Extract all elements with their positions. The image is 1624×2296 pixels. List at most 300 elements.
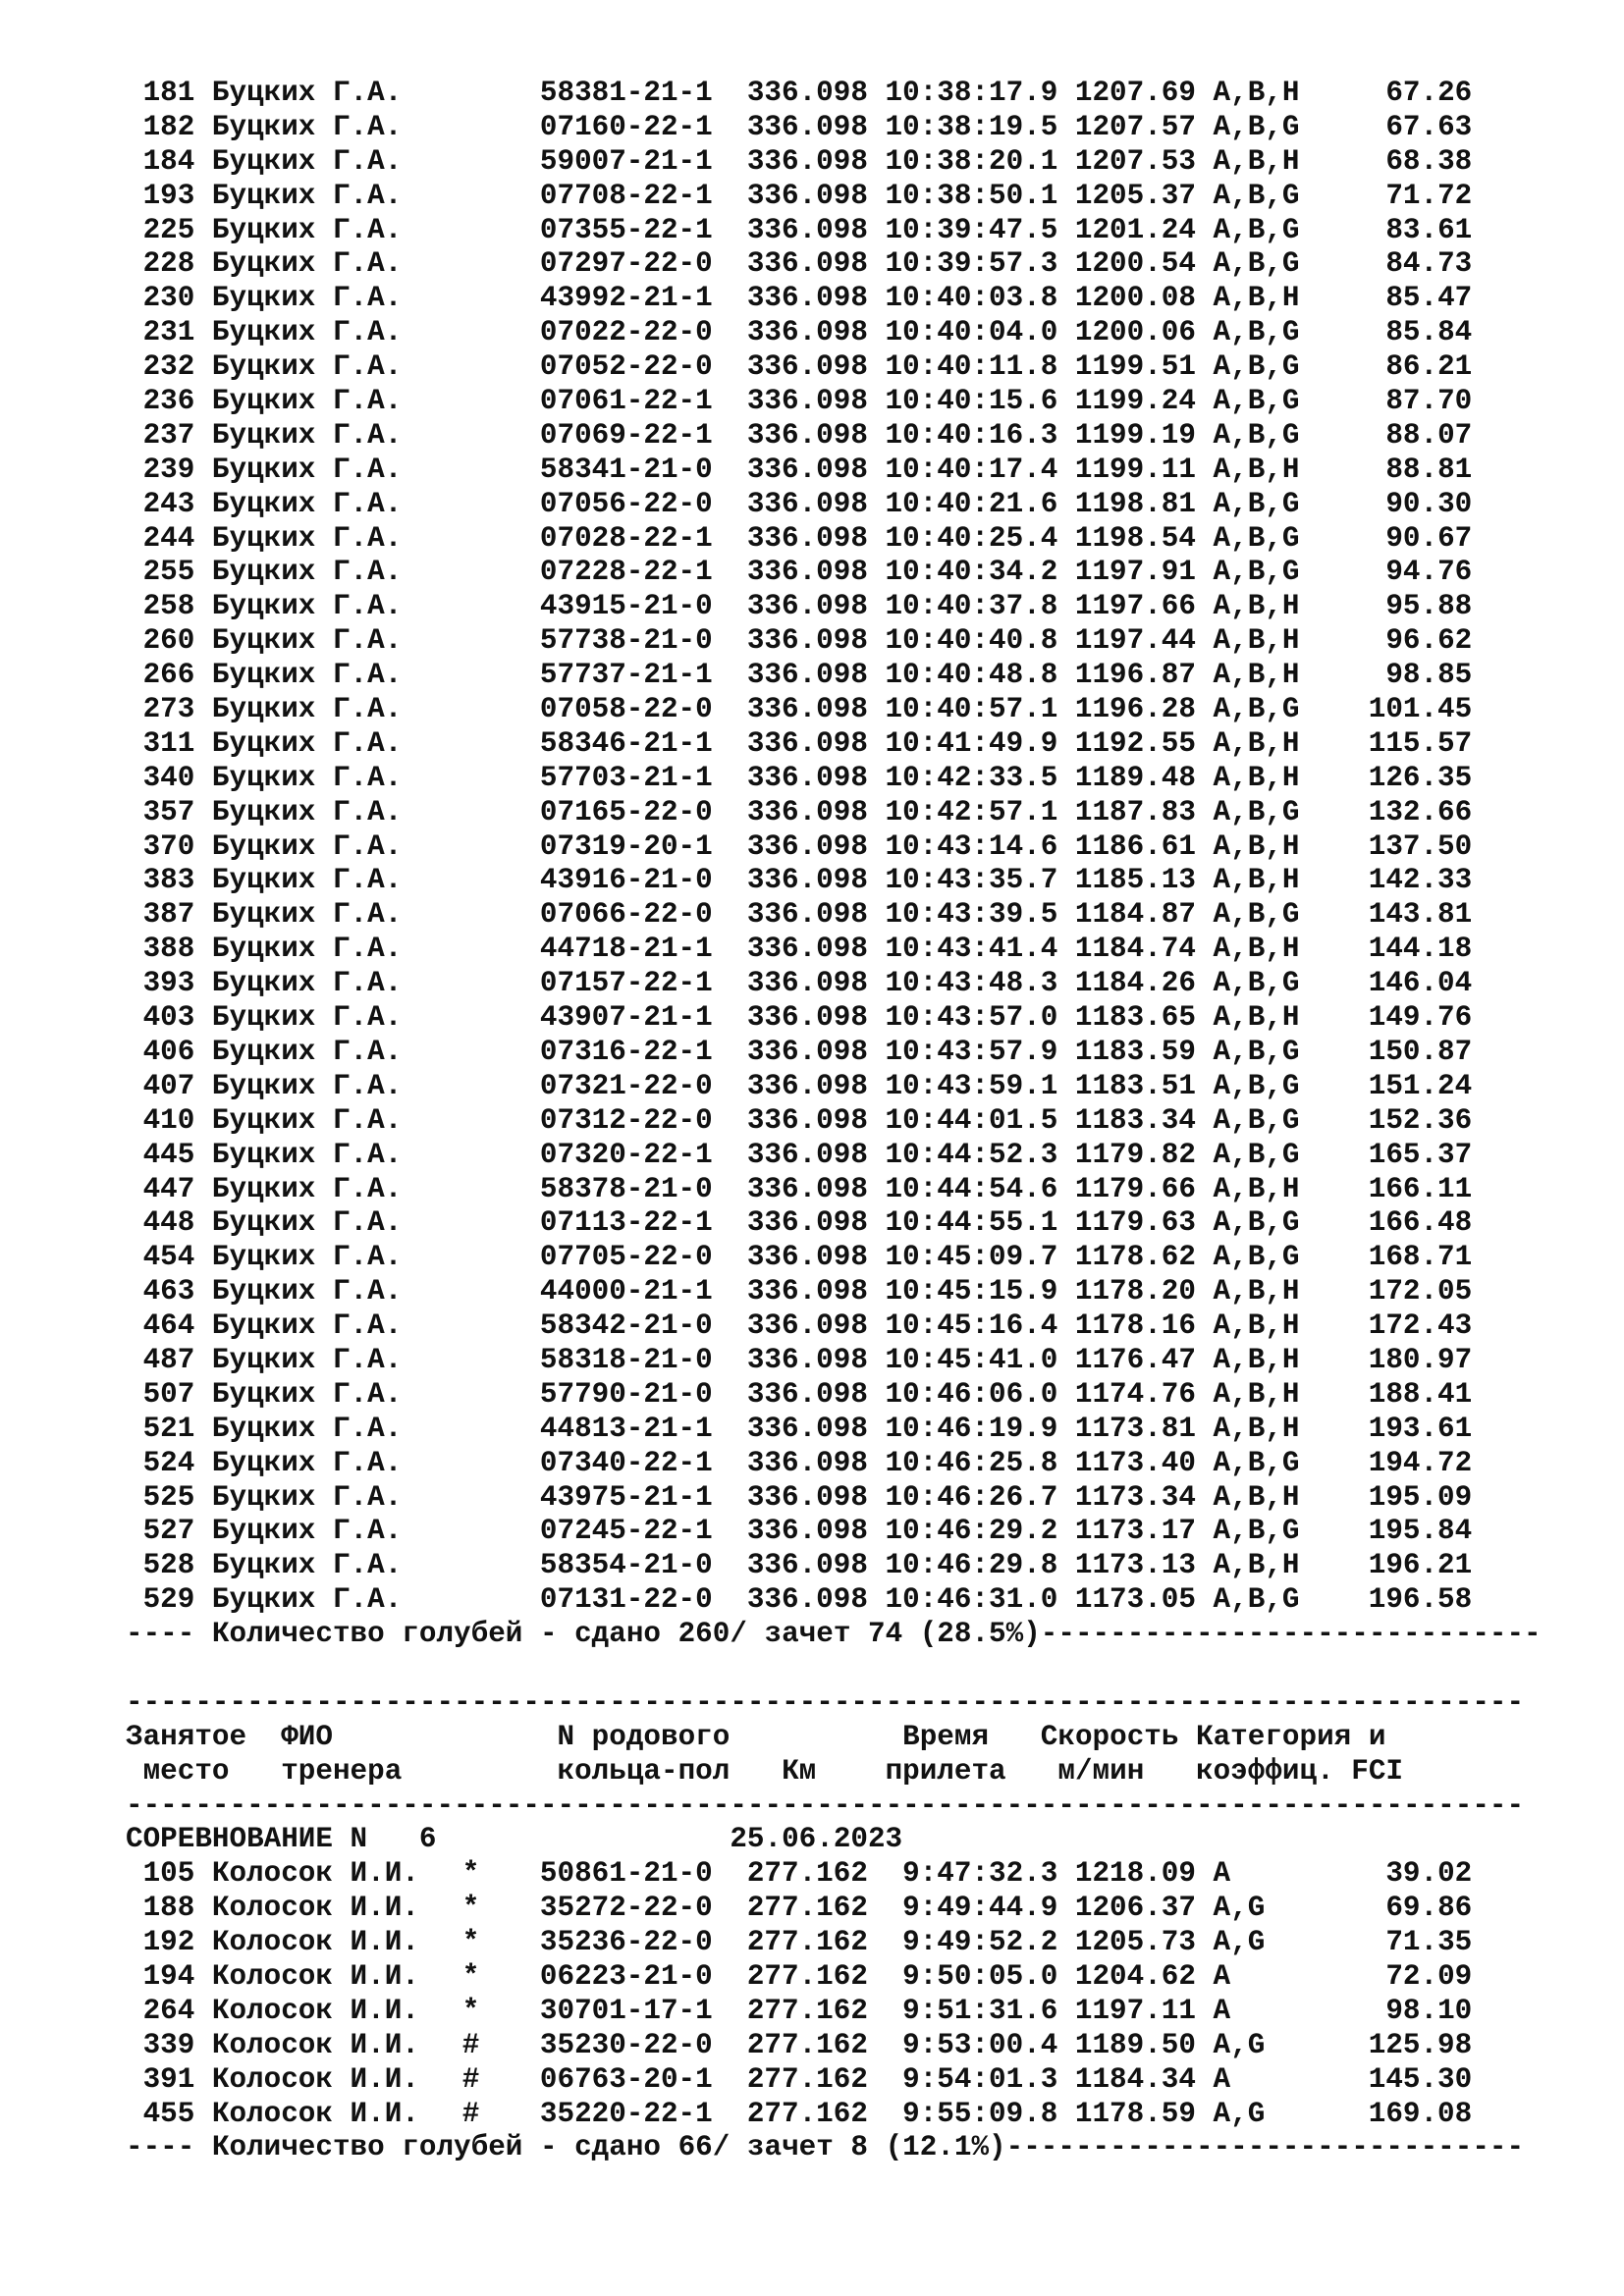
coefficient-cell: 169.08 <box>1368 2097 1473 2130</box>
arrival-time-cell: 10:44:54.6 <box>885 1172 1058 1205</box>
speed-cell: 1186.61 <box>1074 829 1196 863</box>
place-cell: 357 <box>142 795 195 828</box>
results-table-butskikh <box>126 77 1542 1618</box>
speed-cell: 1184.26 <box>1074 967 1196 1000</box>
result-row <box>126 1926 1542 1960</box>
arrival-time-cell: 10:38:50.1 <box>885 179 1058 212</box>
distance-cell: 277.162 <box>746 2028 868 2061</box>
ring-number-cell: 58342-21-0 <box>539 1309 713 1343</box>
place-cell: 273 <box>142 693 195 726</box>
category-cell: A,B,G <box>1213 247 1300 281</box>
speed-cell: 1207.57 <box>1074 110 1196 143</box>
result-row <box>126 1104 1542 1139</box>
place-cell: 463 <box>142 1275 195 1308</box>
distance-cell: 336.098 <box>746 556 868 589</box>
category-cell: A,B,G <box>1213 898 1300 932</box>
ring-number-cell: 57737-21-1 <box>539 659 713 692</box>
distance-cell: 336.098 <box>746 1446 868 1479</box>
distance-cell: 336.098 <box>746 1241 868 1274</box>
place-cell: 232 <box>142 350 195 384</box>
column-header-line-1: Занятое ФИО N родового Время Скорость Категория и <box>126 1720 1386 1753</box>
arrival-time-cell: 10:46:31.0 <box>885 1583 1058 1617</box>
speed-cell: 1173.05 <box>1074 1583 1196 1617</box>
place-cell: 454 <box>142 1241 195 1274</box>
category-cell: A,B,H <box>1213 624 1300 658</box>
arrival-time-cell: 10:40:48.8 <box>885 659 1058 692</box>
ring-number-cell: 07319-20-1 <box>539 829 713 863</box>
arrival-time-cell: 10:43:14.6 <box>885 829 1058 863</box>
ring-number-cell: 58318-21-0 <box>539 1343 713 1376</box>
place-cell: 237 <box>142 418 195 452</box>
place-cell: 311 <box>142 726 195 760</box>
distance-cell: 336.098 <box>746 213 868 246</box>
category-cell: A,B,G <box>1213 1583 1300 1617</box>
distance-cell: 336.098 <box>746 1001 868 1035</box>
category-cell: A <box>1213 1959 1231 1993</box>
arrival-time-cell: 9:47:32.3 <box>902 1857 1058 1891</box>
result-row <box>126 247 1542 282</box>
distance-cell: 336.098 <box>746 1377 868 1411</box>
arrival-time-cell: 10:40:15.6 <box>885 385 1058 418</box>
result-row <box>126 522 1542 557</box>
distance-cell: 336.098 <box>746 418 868 452</box>
arrival-time-cell: 10:40:11.8 <box>885 350 1058 384</box>
distance-cell: 336.098 <box>746 179 868 212</box>
distance-cell: 336.098 <box>746 1138 868 1171</box>
result-row <box>126 1070 1542 1104</box>
speed-cell: 1179.63 <box>1074 1206 1196 1240</box>
result-row <box>126 111 1542 145</box>
mark-cell: * <box>461 1994 480 2027</box>
trainer-name-cell: Колосок И.И. <box>211 2062 419 2096</box>
ring-number-cell: 58341-21-0 <box>539 453 713 486</box>
speed-cell: 1183.59 <box>1074 1035 1196 1068</box>
trainer-name-cell: Буцких Г.А. <box>211 487 403 520</box>
ring-number-cell: 44000-21-1 <box>539 1275 713 1308</box>
arrival-time-cell: 10:43:59.1 <box>885 1069 1058 1102</box>
speed-cell: 1199.11 <box>1074 453 1196 486</box>
trainer-name-cell: Буцких Г.А. <box>211 144 403 178</box>
speed-cell: 1205.37 <box>1074 179 1196 212</box>
distance-cell: 277.162 <box>746 1892 868 1925</box>
distance-cell: 336.098 <box>746 864 868 897</box>
coefficient-cell: 98.10 <box>1385 1994 1473 2027</box>
distance-cell: 336.098 <box>746 967 868 1000</box>
arrival-time-cell: 9:49:52.2 <box>902 1926 1058 1959</box>
speed-cell: 1173.34 <box>1074 1480 1196 1514</box>
arrival-time-cell: 9:53:00.4 <box>902 2028 1058 2061</box>
result-row <box>126 796 1542 830</box>
trainer-name-cell: Буцких Г.А. <box>211 418 403 452</box>
category-cell: A,B,G <box>1213 1138 1300 1171</box>
trainer-name-cell: Колосок И.И. <box>211 1857 419 1891</box>
coefficient-cell: 143.81 <box>1368 898 1473 932</box>
speed-cell: 1218.09 <box>1074 1857 1196 1891</box>
arrival-time-cell: 10:40:04.0 <box>885 316 1058 349</box>
ring-number-cell: 30701-17-1 <box>539 1994 713 2027</box>
competition-number: СОРЕВНОВАНИЕ N 6 <box>126 1823 437 1856</box>
trainer-name-cell: Буцких Г.А. <box>211 1103 403 1137</box>
result-row <box>126 145 1542 180</box>
category-cell: A,B,G <box>1213 556 1300 589</box>
ring-number-cell: 35230-22-0 <box>539 2028 713 2061</box>
trainer-name-cell: Буцких Г.А. <box>211 693 403 726</box>
category-cell: A <box>1213 1994 1231 2027</box>
place-cell: 529 <box>142 1583 195 1617</box>
speed-cell: 1200.08 <box>1074 282 1196 315</box>
trainer-name-cell: Буцких Г.А. <box>211 898 403 932</box>
ring-number-cell: 35236-22-0 <box>539 1926 713 1959</box>
coefficient-cell: 68.38 <box>1385 144 1473 178</box>
result-row <box>126 316 1542 350</box>
arrival-time-cell: 10:43:41.4 <box>885 933 1058 966</box>
result-row <box>126 1036 1542 1070</box>
category-cell: A,B,G <box>1213 418 1300 452</box>
trainer-name-cell: Буцких Г.А. <box>211 453 403 486</box>
place-cell: 370 <box>142 829 195 863</box>
category-cell: A,B,G <box>1213 1241 1300 1274</box>
ring-number-cell: 43992-21-1 <box>539 282 713 315</box>
coefficient-cell: 95.88 <box>1385 590 1473 623</box>
place-cell: 527 <box>142 1515 195 1548</box>
arrival-time-cell: 10:44:52.3 <box>885 1138 1058 1171</box>
ring-number-cell: 43916-21-0 <box>539 864 713 897</box>
distance-cell: 336.098 <box>746 1206 868 1240</box>
place-cell: 230 <box>142 282 195 315</box>
speed-cell: 1189.48 <box>1074 761 1196 794</box>
category-cell: A,B,G <box>1213 1035 1300 1068</box>
category-cell: A <box>1213 1857 1231 1891</box>
trainer-name-cell: Буцких Г.А. <box>211 761 403 794</box>
coefficient-cell: 146.04 <box>1368 967 1473 1000</box>
speed-cell: 1205.73 <box>1074 1926 1196 1959</box>
ring-number-cell: 50861-21-0 <box>539 1857 713 1891</box>
mark-cell: * <box>461 1926 480 1959</box>
coefficient-cell: 115.57 <box>1368 726 1473 760</box>
ring-number-cell: 07066-22-0 <box>539 898 713 932</box>
ring-number-cell: 44718-21-1 <box>539 933 713 966</box>
category-cell: A,B,H <box>1213 453 1300 486</box>
coefficient-cell: 152.36 <box>1368 1103 1473 1137</box>
place-cell: 487 <box>142 1343 195 1376</box>
ring-number-cell: 07228-22-1 <box>539 556 713 589</box>
trainer-name-cell: Буцких Г.А. <box>211 1480 403 1514</box>
trainer-name-cell: Буцких Г.А. <box>211 1549 403 1582</box>
coefficient-cell: 125.98 <box>1368 2028 1473 2061</box>
place-cell: 184 <box>142 144 195 178</box>
arrival-time-cell: 10:46:06.0 <box>885 1377 1058 1411</box>
result-row <box>126 385 1542 419</box>
trainer-name-cell: Буцких Г.А. <box>211 1275 403 1308</box>
arrival-time-cell: 10:41:49.9 <box>885 726 1058 760</box>
coefficient-cell: 39.02 <box>1385 1857 1473 1891</box>
trainer-name-cell: Буцких Г.А. <box>211 77 403 109</box>
ring-number-cell: 35272-22-0 <box>539 1892 713 1925</box>
category-cell: A,B,H <box>1213 1172 1300 1205</box>
place-cell: 255 <box>142 556 195 589</box>
result-row <box>126 1892 1542 1926</box>
ring-number-cell: 07316-22-1 <box>539 1035 713 1068</box>
coefficient-cell: 188.41 <box>1368 1377 1473 1411</box>
result-row <box>126 1583 1542 1618</box>
trainer-name-cell: Колосок И.И. <box>211 1926 419 1959</box>
category-cell: A,B,H <box>1213 1343 1300 1376</box>
arrival-time-cell: 10:43:39.5 <box>885 898 1058 932</box>
place-cell: 525 <box>142 1480 195 1514</box>
speed-cell: 1207.53 <box>1074 144 1196 178</box>
ring-number-cell: 43915-21-0 <box>539 590 713 623</box>
coefficient-cell: 193.61 <box>1368 1412 1473 1445</box>
category-cell: A,B,G <box>1213 693 1300 726</box>
mark-cell: * <box>461 1959 480 1993</box>
ring-number-cell: 57790-21-0 <box>539 1377 713 1411</box>
distance-cell: 336.098 <box>746 521 868 555</box>
category-cell: A,B,G <box>1213 1103 1300 1137</box>
category-cell: A,B,G <box>1213 795 1300 828</box>
trainer-name-cell: Буцких Г.А. <box>211 521 403 555</box>
place-cell: 244 <box>142 521 195 555</box>
place-cell: 340 <box>142 761 195 794</box>
place-cell: 445 <box>142 1138 195 1171</box>
place-cell: 193 <box>142 179 195 212</box>
coefficient-cell: 126.35 <box>1368 761 1473 794</box>
trainer-name-cell: Буцких Г.А. <box>211 1206 403 1240</box>
speed-cell: 1183.34 <box>1074 1103 1196 1137</box>
distance-cell: 277.162 <box>746 1959 868 1993</box>
distance-cell: 336.098 <box>746 726 868 760</box>
distance-cell: 336.098 <box>746 1275 868 1308</box>
ring-number-cell: 07165-22-0 <box>539 795 713 828</box>
ring-number-cell: 58346-21-1 <box>539 726 713 760</box>
results-document <box>126 77 1542 2165</box>
result-row <box>126 282 1542 316</box>
coefficient-cell: 166.48 <box>1368 1206 1473 1240</box>
coefficient-cell: 132.66 <box>1368 795 1473 828</box>
mark-cell: # <box>461 2062 480 2096</box>
result-row <box>126 1173 1542 1207</box>
distance-cell: 336.098 <box>746 1583 868 1617</box>
category-cell: A,B,G <box>1213 1206 1300 1240</box>
coefficient-cell: 195.09 <box>1368 1480 1473 1514</box>
coefficient-cell: 101.45 <box>1368 693 1473 726</box>
arrival-time-cell: 10:42:33.5 <box>885 761 1058 794</box>
speed-cell: 1178.62 <box>1074 1241 1196 1274</box>
coefficient-cell: 150.87 <box>1368 1035 1473 1068</box>
arrival-time-cell: 10:38:17.9 <box>885 77 1058 109</box>
trainer-name-cell: Буцких Г.А. <box>211 1309 403 1343</box>
distance-cell: 336.098 <box>746 350 868 384</box>
distance-cell: 336.098 <box>746 659 868 692</box>
arrival-time-cell: 10:40:57.1 <box>885 693 1058 726</box>
ring-number-cell: 43975-21-1 <box>539 1480 713 1514</box>
trainer-name-cell: Буцких Г.А. <box>211 556 403 589</box>
category-cell: A,B,G <box>1213 1446 1300 1479</box>
coefficient-cell: 165.37 <box>1368 1138 1473 1171</box>
category-cell: A,B,H <box>1213 933 1300 966</box>
speed-cell: 1200.06 <box>1074 316 1196 349</box>
distance-cell: 277.162 <box>746 2097 868 2130</box>
speed-cell: 1200.54 <box>1074 247 1196 281</box>
distance-cell: 336.098 <box>746 1549 868 1582</box>
result-row <box>126 2029 1542 2063</box>
distance-cell: 336.098 <box>746 282 868 315</box>
place-cell: 194 <box>142 1959 195 1993</box>
coefficient-cell: 87.70 <box>1385 385 1473 418</box>
result-row <box>126 693 1542 727</box>
ring-number-cell: 07321-22-0 <box>539 1069 713 1102</box>
arrival-time-cell: 10:45:15.9 <box>885 1275 1058 1308</box>
speed-cell: 1184.87 <box>1074 898 1196 932</box>
category-cell: A,B,G <box>1213 1515 1300 1548</box>
arrival-time-cell: 10:40:16.3 <box>885 418 1058 452</box>
distance-cell: 336.098 <box>746 693 868 726</box>
coefficient-cell: 149.76 <box>1368 1001 1473 1035</box>
speed-cell: 1199.24 <box>1074 385 1196 418</box>
arrival-time-cell: 10:46:29.2 <box>885 1515 1058 1548</box>
place-cell: 403 <box>142 1001 195 1035</box>
distance-cell: 336.098 <box>746 247 868 281</box>
place-cell: 266 <box>142 659 195 692</box>
distance-cell: 336.098 <box>746 1172 868 1205</box>
place-cell: 455 <box>142 2097 195 2130</box>
category-cell: A,B,G <box>1213 967 1300 1000</box>
coefficient-cell: 145.30 <box>1368 2062 1473 2096</box>
results-table-kolosok <box>126 1857 1542 2131</box>
distance-cell: 336.098 <box>746 1103 868 1137</box>
ring-number-cell: 07708-22-1 <box>539 179 713 212</box>
arrival-time-cell: 9:50:05.0 <box>902 1959 1058 1993</box>
speed-cell: 1184.74 <box>1074 933 1196 966</box>
place-cell: 391 <box>142 2062 195 2096</box>
category-cell: A,B,G <box>1213 1069 1300 1102</box>
trainer-name-cell: Буцких Г.А. <box>211 726 403 760</box>
category-cell: A <box>1213 2062 1231 2096</box>
category-cell: A,G <box>1213 1892 1266 1925</box>
speed-cell: 1198.54 <box>1074 521 1196 555</box>
category-cell: A,B,H <box>1213 726 1300 760</box>
arrival-time-cell: 9:51:31.6 <box>902 1994 1058 2027</box>
coefficient-cell: 67.63 <box>1385 110 1473 143</box>
arrival-time-cell: 10:40:37.8 <box>885 590 1058 623</box>
speed-cell: 1173.40 <box>1074 1446 1196 1479</box>
coefficient-cell: 86.21 <box>1385 350 1473 384</box>
coefficient-cell: 90.30 <box>1385 487 1473 520</box>
place-cell: 464 <box>142 1309 195 1343</box>
coefficient-cell: 84.73 <box>1385 247 1473 281</box>
coefficient-cell: 195.84 <box>1368 1515 1473 1548</box>
coefficient-cell: 88.07 <box>1385 418 1473 452</box>
ring-number-cell: 07320-22-1 <box>539 1138 713 1171</box>
mark-cell: * <box>461 1892 480 1925</box>
place-cell: 387 <box>142 898 195 932</box>
category-cell: A,B,H <box>1213 1275 1300 1308</box>
speed-cell: 1178.20 <box>1074 1275 1196 1308</box>
distance-cell: 277.162 <box>746 1926 868 1959</box>
trainer-name-cell: Буцких Г.А. <box>211 316 403 349</box>
place-cell: 236 <box>142 385 195 418</box>
speed-cell: 1174.76 <box>1074 1377 1196 1411</box>
distance-cell: 336.098 <box>746 933 868 966</box>
speed-cell: 1178.59 <box>1074 2097 1196 2130</box>
mark-cell: * <box>461 1857 480 1891</box>
speed-cell: 1185.13 <box>1074 864 1196 897</box>
summary-line-butskikh: ---- Количество голубей - сдано 260/ зачет 74 (28.5%)----------------------------- <box>126 1618 1542 1651</box>
coefficient-cell: 196.21 <box>1368 1549 1473 1582</box>
result-row <box>126 2098 1542 2132</box>
coefficient-cell: 196.58 <box>1368 1583 1473 1617</box>
category-cell: A,B,H <box>1213 761 1300 794</box>
speed-cell: 1192.55 <box>1074 726 1196 760</box>
trainer-name-cell: Буцких Г.А. <box>211 1241 403 1274</box>
trainer-name-cell: Буцких Г.А. <box>211 1412 403 1445</box>
place-cell: 521 <box>142 1412 195 1445</box>
distance-cell: 336.098 <box>746 795 868 828</box>
arrival-time-cell: 10:43:48.3 <box>885 967 1058 1000</box>
arrival-time-cell: 9:54:01.3 <box>902 2062 1058 2096</box>
trainer-name-cell: Колосок И.И. <box>211 1994 419 2027</box>
trainer-name-cell: Буцких Г.А. <box>211 624 403 658</box>
trainer-name-cell: Буцких Г.А. <box>211 795 403 828</box>
place-cell: 407 <box>142 1069 195 1102</box>
category-cell: A,B,G <box>1213 385 1300 418</box>
arrival-time-cell: 10:45:16.4 <box>885 1309 1058 1343</box>
trainer-name-cell: Буцких Г.А. <box>211 1377 403 1411</box>
speed-cell: 1173.13 <box>1074 1549 1196 1582</box>
blank-line <box>126 1652 1542 1686</box>
speed-cell: 1179.66 <box>1074 1172 1196 1205</box>
ring-number-cell: 07022-22-0 <box>539 316 713 349</box>
trainer-name-cell: Колосок И.И. <box>211 2097 419 2130</box>
coefficient-cell: 94.76 <box>1385 556 1473 589</box>
coefficient-cell: 71.72 <box>1385 179 1473 212</box>
speed-cell: 1197.44 <box>1074 624 1196 658</box>
result-row <box>126 2063 1542 2098</box>
speed-cell: 1183.65 <box>1074 1001 1196 1035</box>
distance-cell: 336.098 <box>746 144 868 178</box>
coefficient-cell: 137.50 <box>1368 829 1473 863</box>
place-cell: 383 <box>142 864 195 897</box>
result-row <box>126 864 1542 898</box>
speed-cell: 1189.50 <box>1074 2028 1196 2061</box>
trainer-name-cell: Колосок И.И. <box>211 1892 419 1925</box>
result-row <box>126 1995 1542 2029</box>
arrival-time-cell: 10:44:55.1 <box>885 1206 1058 1240</box>
arrival-time-cell: 10:43:35.7 <box>885 864 1058 897</box>
result-row <box>126 1139 1542 1173</box>
ring-number-cell: 07355-22-1 <box>539 213 713 246</box>
coefficient-cell: 172.05 <box>1368 1275 1473 1308</box>
trainer-name-cell: Буцких Г.А. <box>211 110 403 143</box>
result-row <box>126 727 1542 762</box>
arrival-time-cell: 10:46:29.8 <box>885 1549 1058 1582</box>
ring-number-cell: 07061-22-1 <box>539 385 713 418</box>
coefficient-cell: 67.26 <box>1385 77 1473 109</box>
trainer-name-cell: Буцких Г.А. <box>211 1069 403 1102</box>
ring-number-cell: 58381-21-1 <box>539 77 713 109</box>
speed-cell: 1196.87 <box>1074 659 1196 692</box>
speed-cell: 1178.16 <box>1074 1309 1196 1343</box>
ring-number-cell: 07705-22-0 <box>539 1241 713 1274</box>
trainer-name-cell: Буцких Г.А. <box>211 1001 403 1035</box>
ring-number-cell: 07312-22-0 <box>539 1103 713 1137</box>
speed-cell: 1173.17 <box>1074 1515 1196 1548</box>
ring-number-cell: 07297-22-0 <box>539 247 713 281</box>
place-cell: 524 <box>142 1446 195 1479</box>
arrival-time-cell: 10:43:57.0 <box>885 1001 1058 1035</box>
trainer-name-cell: Буцких Г.А. <box>211 1172 403 1205</box>
ring-number-cell: 35220-22-1 <box>539 2097 713 2130</box>
arrival-time-cell: 10:40:25.4 <box>885 521 1058 555</box>
